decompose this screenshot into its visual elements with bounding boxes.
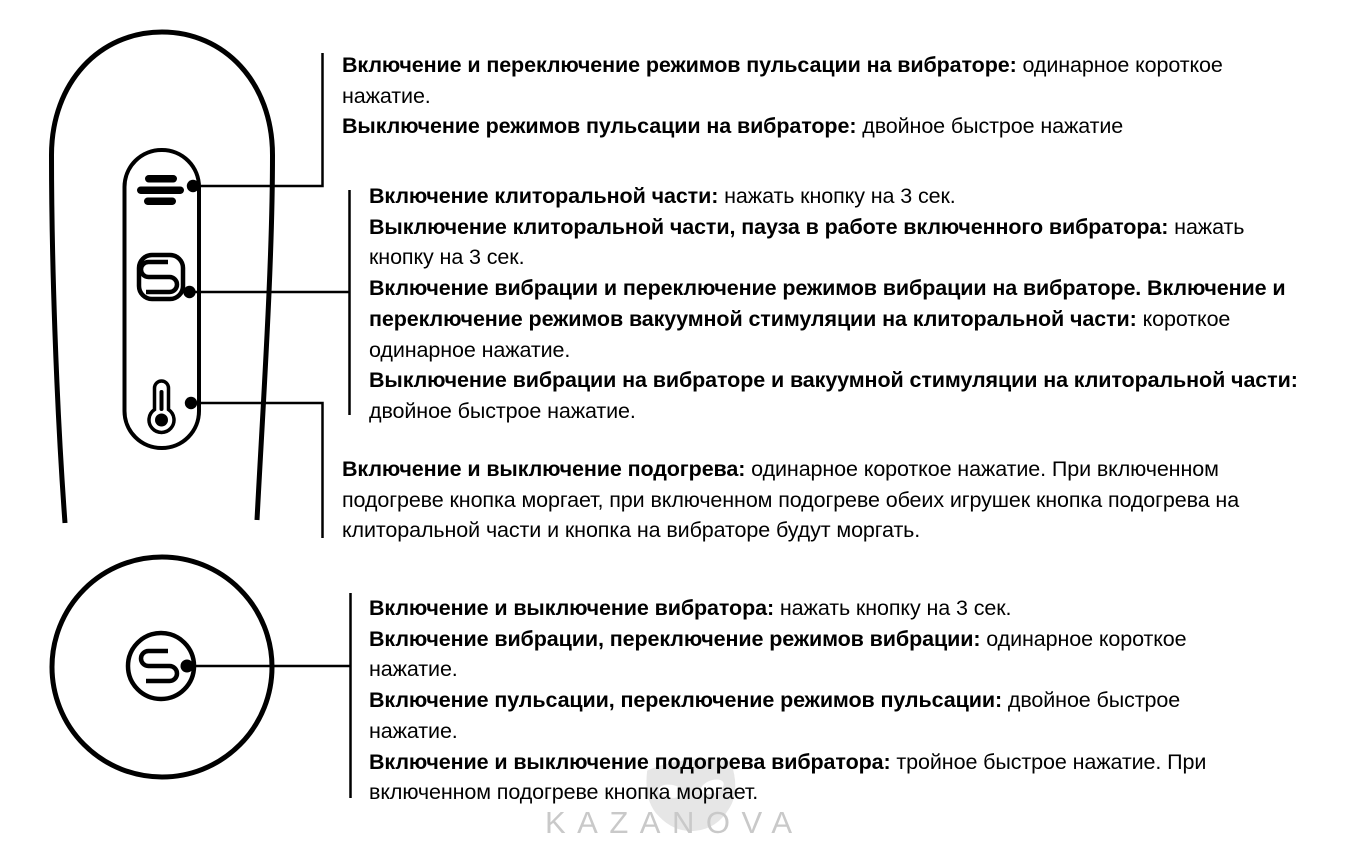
instruction-label: Выключение режимов пульсации на вибраторе: [342,114,857,139]
instruction-label: Включение пульсации, переключение режимов пульсации: [369,688,1002,713]
instruction-action: короткое одинарное нажатие. [369,306,1231,362]
instruction-action: нажать кнопку на 3 сек. [369,214,1245,270]
instruction-label: Включение и переключение режимов пульсации на вибраторе: [342,53,1017,77]
instruction-label: Выключение клиторальной части, пауза в работе включенного вибратора: [369,214,1169,239]
instruction-label: Включение вибрации, переключение режимов вибрации: [369,626,981,651]
s-logo-button [139,255,183,299]
instruction-action: одинарное короткое нажатие. [369,626,1187,682]
instruction-action: двойное быстрое нажатие. [369,688,1181,743]
instruction-label: Включение и выключение вибратора: [369,596,775,620]
callout-dot-egg-button [181,660,194,673]
instruction-action: одинарное короткое нажатие. При включенном подогреве кнопка моргает, при включенном подогреве обеих игрушек кнопка подогрева на клиторальной части и кнопка на вибраторе будут моргать. [342,457,1240,543]
instruction-action: двойное быстрое нажатие [856,114,1124,139]
wand-device-diagram [52,32,273,523]
instruction-label: Включение вибрации и переключение режимов вибрации на вибраторе. Включение и переключение режимов вакуумной стимуляции на клиторальной части: [369,276,1286,331]
instruction-label: Включение и выключение подогрева: [342,457,746,481]
instruction-action: одинарное короткое нажатие. [342,53,1223,108]
instruction-label: Выключение вибрации на вибраторе и вакуумной стимуляции на клиторальной части: [369,368,1298,393]
instruction-action: тройное быстрое нажатие. При включенном подогреве кнопка моргает. [369,749,1207,805]
instruction-label: Включение клиторальной части: [369,184,719,208]
instruction-action: нажать кнопку на 3 сек. [774,596,1012,620]
leader-pulsation [193,53,323,186]
instruction-action: нажать кнопку на 3 сек. [718,184,956,208]
instruction-label: Включение и выключение подогрева вибратора: [369,749,891,774]
watermark-text: KAZANOVA [545,805,804,840]
instruction-action: двойное быстрое нажатие. [369,398,636,423]
